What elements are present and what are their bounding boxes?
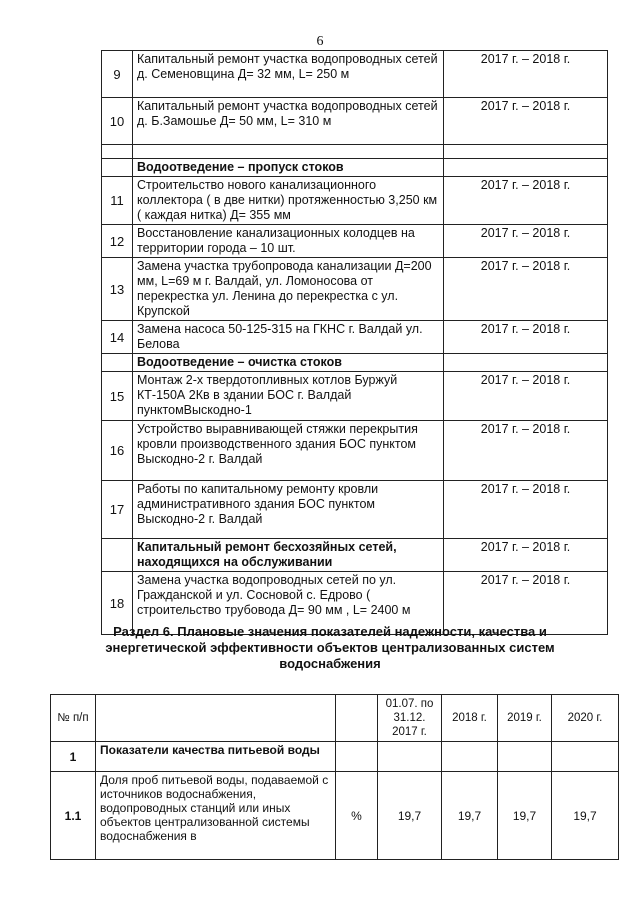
row-name: Доля проб питьевой воды, подаваемой с источников водоснабжения, водопроводных станций или иных объектов централизованной системы водоснабжения в (96, 772, 336, 860)
empty-cell (378, 742, 442, 772)
table-row (102, 539, 608, 572)
section-heading: Капитальный ремонт бесхозяйных сетей, находящихся на обслуживании (133, 539, 444, 572)
empty-cell (498, 742, 552, 772)
row-description: Замена насоса 50-125-315 на ГКНС г. Валдай ул. Белова (133, 321, 444, 354)
row-period: 2017 г. – 2018 г. (444, 539, 608, 572)
row-number: 13 (102, 258, 133, 321)
table-row (102, 354, 608, 372)
row-description: Восстановление канализационных колодцев на территории города – 10 шт. (133, 225, 444, 258)
indicators-table (50, 694, 619, 860)
table-row (102, 225, 608, 258)
header-2018: 2018 г. (442, 695, 498, 742)
header-unit (336, 695, 378, 742)
section-heading: Водоотведение – пропуск стоков (133, 159, 444, 177)
row-number: 16 (102, 421, 133, 481)
table-header-row (51, 695, 619, 742)
row-number: 11 (102, 177, 133, 225)
header-2020: 2020 г. (552, 695, 619, 742)
table-row (102, 159, 608, 177)
row-number: 10 (102, 98, 133, 145)
row-period (444, 354, 608, 372)
row-description: Замена участка водопроводных сетей по ул. Гражданской и ул. Сосновой с. Едрово ( строительство трубовода Д= 90 мм , L= 2400 м (133, 572, 444, 635)
row-description: Капитальный ремонт участка водопроводных сетей д. Б.Замошье Д= 50 мм, L= 310 м (133, 98, 444, 145)
works-table (101, 50, 608, 635)
row-period: 2017 г. – 2018 г. (444, 225, 608, 258)
row-number (102, 539, 133, 572)
row-number: 15 (102, 372, 133, 421)
table-row (102, 421, 608, 481)
row-description: Строительство нового канализационного коллектора ( в две нитки) протяженностью 3,250 км ( каждая нитка) Д= 355 мм (133, 177, 444, 225)
value-2018: 19,7 (442, 772, 498, 860)
row-period: 2017 г. – 2018 г. (444, 51, 608, 98)
table-row (102, 481, 608, 539)
row-period (444, 159, 608, 177)
table-row (102, 372, 608, 421)
section-6-heading: Раздел 6. Плановые значения показателей надежности, качества и энергетической эффективности объектов централизованных систем водоснабжения (105, 624, 555, 671)
header-2019: 2019 г. (498, 695, 552, 742)
header-name (96, 695, 336, 742)
row-description: Работы по капитальному ремонту кровли административного здания БОС пунктом Выскодно-2 г. Валдай (133, 481, 444, 539)
row-number: 1.1 (51, 772, 96, 860)
table-row (51, 742, 619, 772)
empty-cell (442, 742, 498, 772)
table-row (102, 321, 608, 354)
table-row (102, 98, 608, 145)
row-period: 2017 г. – 2018 г. (444, 572, 608, 635)
table-row (102, 258, 608, 321)
row-number: 12 (102, 225, 133, 258)
row-period: 2017 г. – 2018 г. (444, 258, 608, 321)
row-description: Устройство выравнивающей стяжки перекрытия кровли производственного здания БОС пунктом Выскодно-2 г. Валдай (133, 421, 444, 481)
empty-cell (552, 742, 619, 772)
row-period: 2017 г. – 2018 г. (444, 421, 608, 481)
row-number (102, 159, 133, 177)
group-name: Показатели качества питьевой воды (96, 742, 336, 772)
header-number: № п/п (51, 695, 96, 742)
table-row (102, 177, 608, 225)
empty-cell (336, 742, 378, 772)
group-number: 1 (51, 742, 96, 772)
row-description: Монтаж 2-х твердотопливных котлов Буржуй КТ-150А 2Кв в здании БОС г. Валдай пунктомВыскодно-1 (133, 372, 444, 421)
row-number (102, 145, 133, 159)
row-period: 2017 г. – 2018 г. (444, 372, 608, 421)
row-unit: % (336, 772, 378, 860)
row-period (444, 145, 608, 159)
row-period: 2017 г. – 2018 г. (444, 177, 608, 225)
row-description (133, 145, 444, 159)
table-row (51, 772, 619, 860)
table-row (102, 51, 608, 98)
header-period-2017: 01.07. по 31.12. 2017 г. (378, 695, 442, 742)
row-description: Замена участка трубопровода канализации Д=200 мм, L=69 м г. Валдай, ул. Ломоносова от перекрестка ул. Ленина до перекрестка с ул. Крупской (133, 258, 444, 321)
row-number: 18 (102, 572, 133, 635)
row-number (102, 354, 133, 372)
row-number: 17 (102, 481, 133, 539)
row-number: 14 (102, 321, 133, 354)
value-2017: 19,7 (378, 772, 442, 860)
row-period: 2017 г. – 2018 г. (444, 98, 608, 145)
value-2019: 19,7 (498, 772, 552, 860)
row-period: 2017 г. – 2018 г. (444, 481, 608, 539)
page-number: 6 (316, 34, 324, 49)
section-heading: Водоотведение – очистка стоков (133, 354, 444, 372)
row-description: Капитальный ремонт участка водопроводных сетей д. Семеновщина Д= 32 мм, L= 250 м (133, 51, 444, 98)
table-row (102, 145, 608, 159)
row-number: 9 (102, 51, 133, 98)
value-2020: 19,7 (552, 772, 619, 860)
row-period: 2017 г. – 2018 г. (444, 321, 608, 354)
